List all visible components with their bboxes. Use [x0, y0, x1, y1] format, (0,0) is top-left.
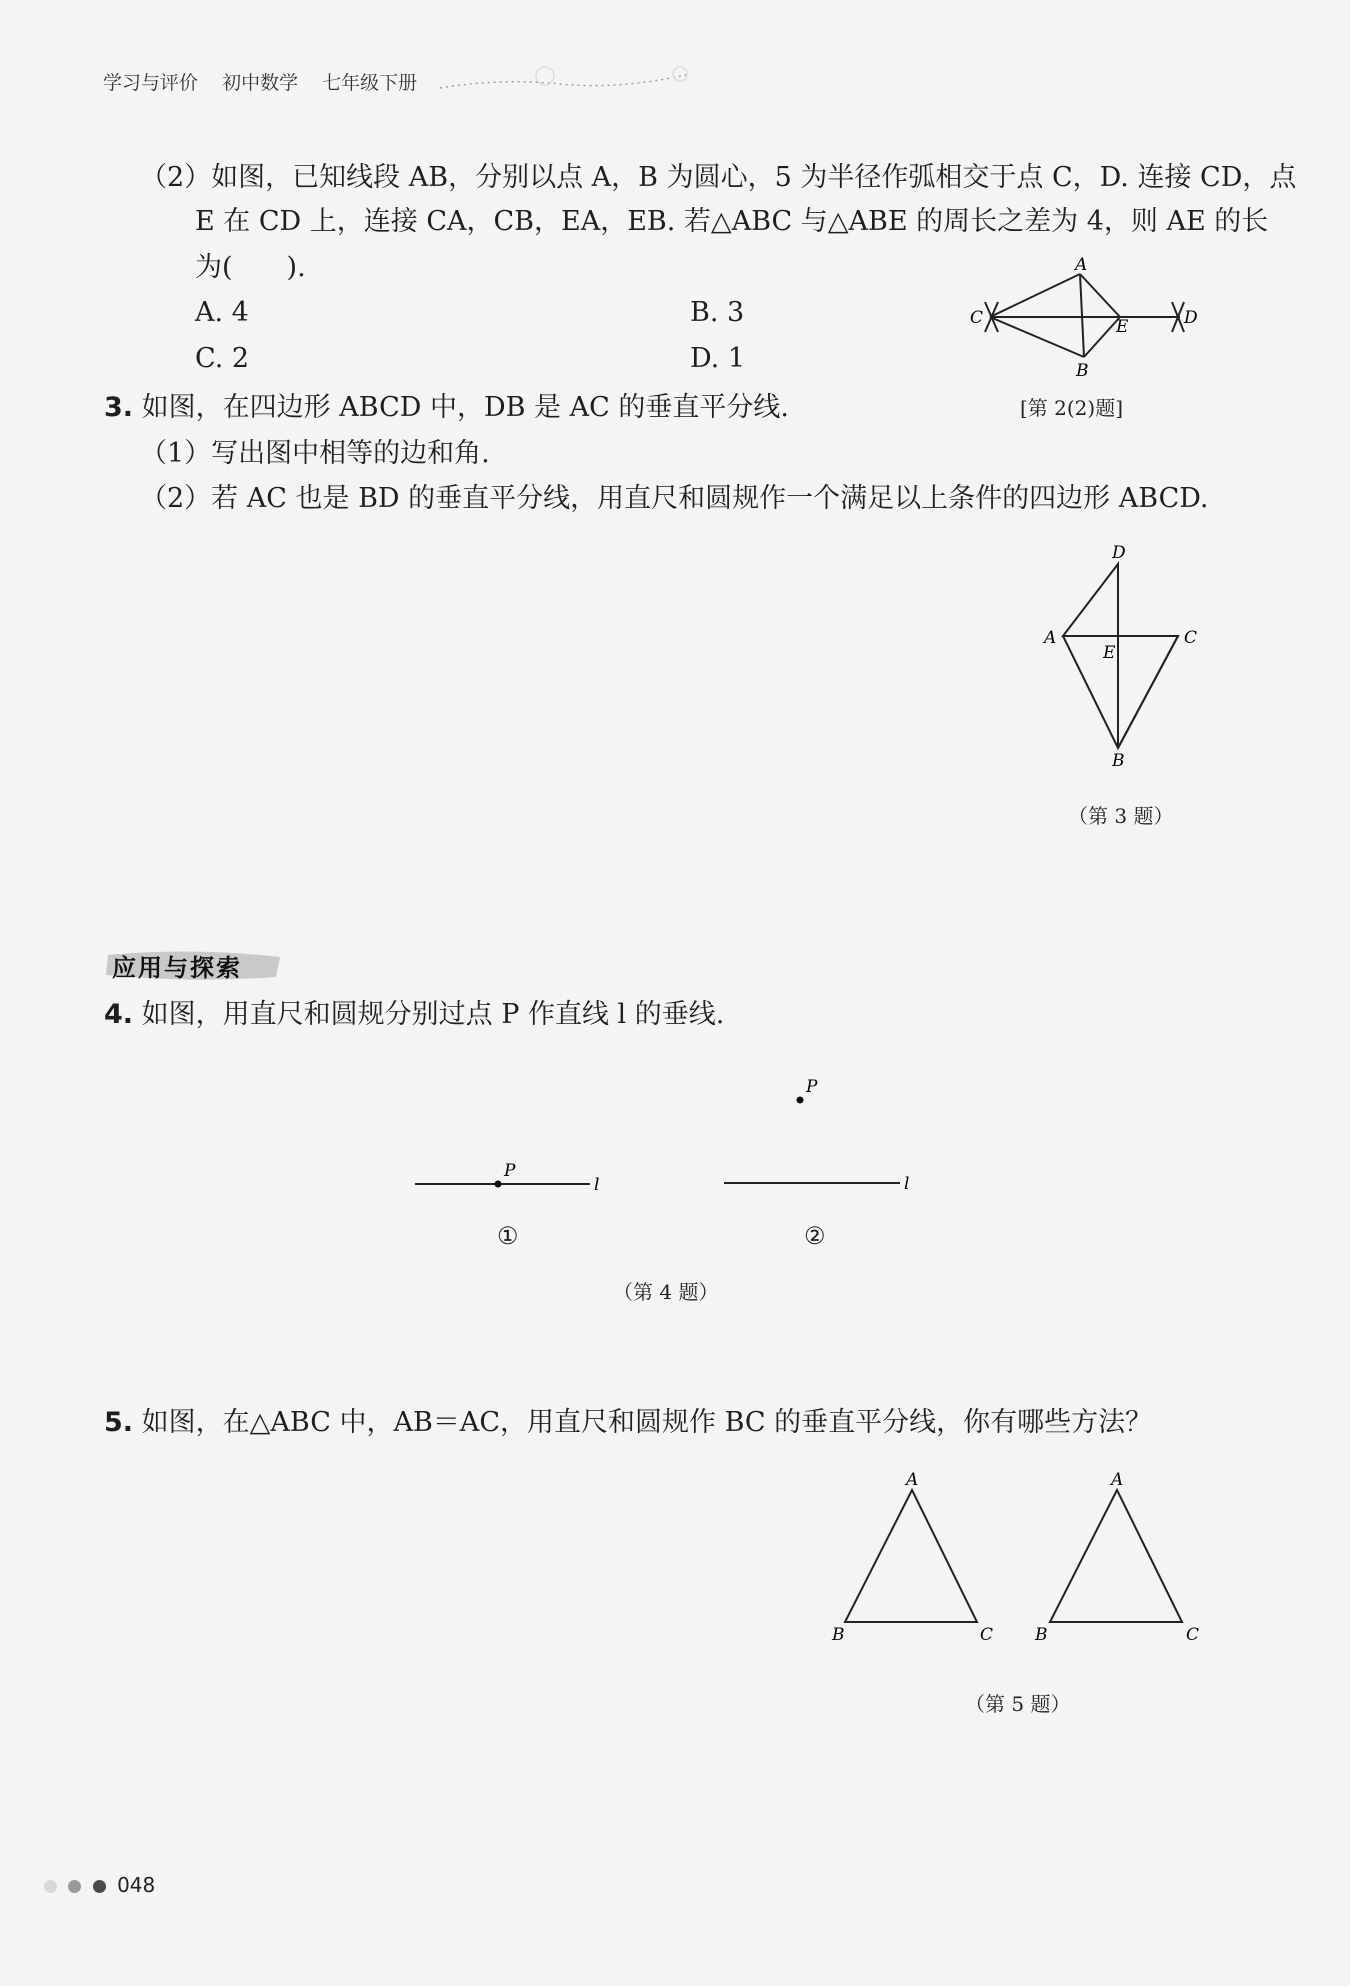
q4-fig1-label-l: l — [594, 1175, 600, 1195]
q4-fig1-label-p: P — [504, 1161, 516, 1181]
q3-caption: （第 3 题） — [1068, 804, 1174, 828]
header-stage: 初中数学 — [222, 72, 299, 94]
q3-number: 3. — [104, 392, 134, 423]
page-number: 048 — [117, 1873, 156, 1897]
q3-sub2: （2）若 AC 也是 BD 的垂直平分线，用直尺和圆规作一个满足以上条件的四边形 ABCD. — [140, 483, 1209, 514]
section-title: 应用与探索 — [112, 954, 242, 982]
q2-2-line2: E 在 CD 上，连接 CA，CB，EA，EB. 若△ABC 与△ABE 的周长之差为 4，则 AE 的长 — [195, 206, 1269, 237]
q2-2-label-a: A — [1075, 255, 1088, 275]
q3-label-e: E — [1103, 643, 1116, 663]
header-series: 学习与评价 — [103, 72, 199, 94]
q3-sub1: （1）写出图中相等的边和角. — [140, 438, 490, 469]
running-header — [103, 68, 435, 95]
q5-triangle-2 — [1050, 1490, 1182, 1622]
q5-t2-label-b: B — [1035, 1625, 1048, 1645]
header-decoration — [440, 60, 740, 100]
q2-2-label-b: B — [1076, 361, 1089, 380]
footer-dot-icon — [44, 1880, 57, 1893]
q3-figure — [1030, 540, 1210, 780]
q2-2-option-b: B. 3 — [690, 297, 745, 328]
q4-fig2-label-l: l — [904, 1174, 910, 1194]
q2-2-line1: （2）如图，已知线段 AB，分别以点 A，B 为圆心，5 为半径作弧相交于点 C，D. 连接 CD，点 — [140, 162, 1297, 193]
q2-2-figure — [960, 250, 1200, 380]
q2-2-label-d: D — [1184, 308, 1198, 328]
q4-text: 如图，用直尺和圆规分别过点 P 作直线 l 的垂线. — [141, 999, 725, 1030]
q2-2-label-c: C — [970, 308, 984, 328]
q4-number: 4. — [104, 999, 134, 1030]
q4-fig1-point — [495, 1181, 502, 1188]
q5-figures — [820, 1460, 1200, 1650]
page-footer — [44, 1873, 155, 1897]
q5-triangle-1 — [845, 1490, 977, 1622]
q3-label-c: C — [1184, 628, 1198, 648]
q5-t1-label-c: C — [980, 1625, 994, 1645]
q5-t1-label-a: A — [906, 1470, 919, 1490]
footer-dot-icon — [68, 1880, 81, 1893]
q2-2-line3: 为( ). — [195, 252, 306, 283]
q2-2-option-a: A. 4 — [195, 297, 249, 328]
header-grade: 七年级下册 — [322, 72, 418, 94]
q5-stem — [104, 1401, 1152, 1445]
q3-stem — [104, 386, 789, 430]
q2-2-caption: [第 2(2)题] — [1020, 396, 1124, 420]
q3-quadrilateral — [1063, 564, 1178, 748]
q4-figure-1 — [410, 1160, 610, 1210]
q4-stem — [104, 993, 724, 1037]
q5-caption: （第 5 题） — [965, 1692, 1071, 1716]
q4-caption: （第 4 题） — [613, 1280, 719, 1304]
q4-fig2-mark: ② — [804, 1222, 826, 1250]
q4-figure-2 — [720, 1070, 920, 1200]
q5-t2-label-a: A — [1111, 1470, 1124, 1490]
q5-number: 5. — [104, 1407, 134, 1438]
q2-2-option-d: D. 1 — [690, 343, 746, 374]
q2-2-option-c: C. 2 — [195, 343, 250, 374]
q5-t2-label-c: C — [1186, 1625, 1200, 1645]
q4-fig2-label-p: P — [806, 1077, 818, 1097]
q5-t1-label-b: B — [832, 1625, 845, 1645]
q3-label-a: A — [1044, 628, 1057, 648]
footer-dot-icon — [93, 1880, 106, 1893]
q4-fig1-mark: ① — [497, 1222, 519, 1250]
q3-text: 如图，在四边形 ABCD 中，DB 是 AC 的垂直平分线. — [141, 392, 789, 423]
q5-text: 如图，在△ABC 中，AB＝AC，用直尺和圆规作 BC 的垂直平分线，你有哪些方法？ — [141, 1407, 1153, 1438]
q4-fig2-point — [797, 1097, 804, 1104]
q3-label-b: B — [1112, 751, 1125, 771]
q2-2-label-e: E — [1116, 317, 1129, 337]
q2-2-segment-ab — [1080, 274, 1084, 357]
q3-label-d: D — [1112, 543, 1126, 563]
